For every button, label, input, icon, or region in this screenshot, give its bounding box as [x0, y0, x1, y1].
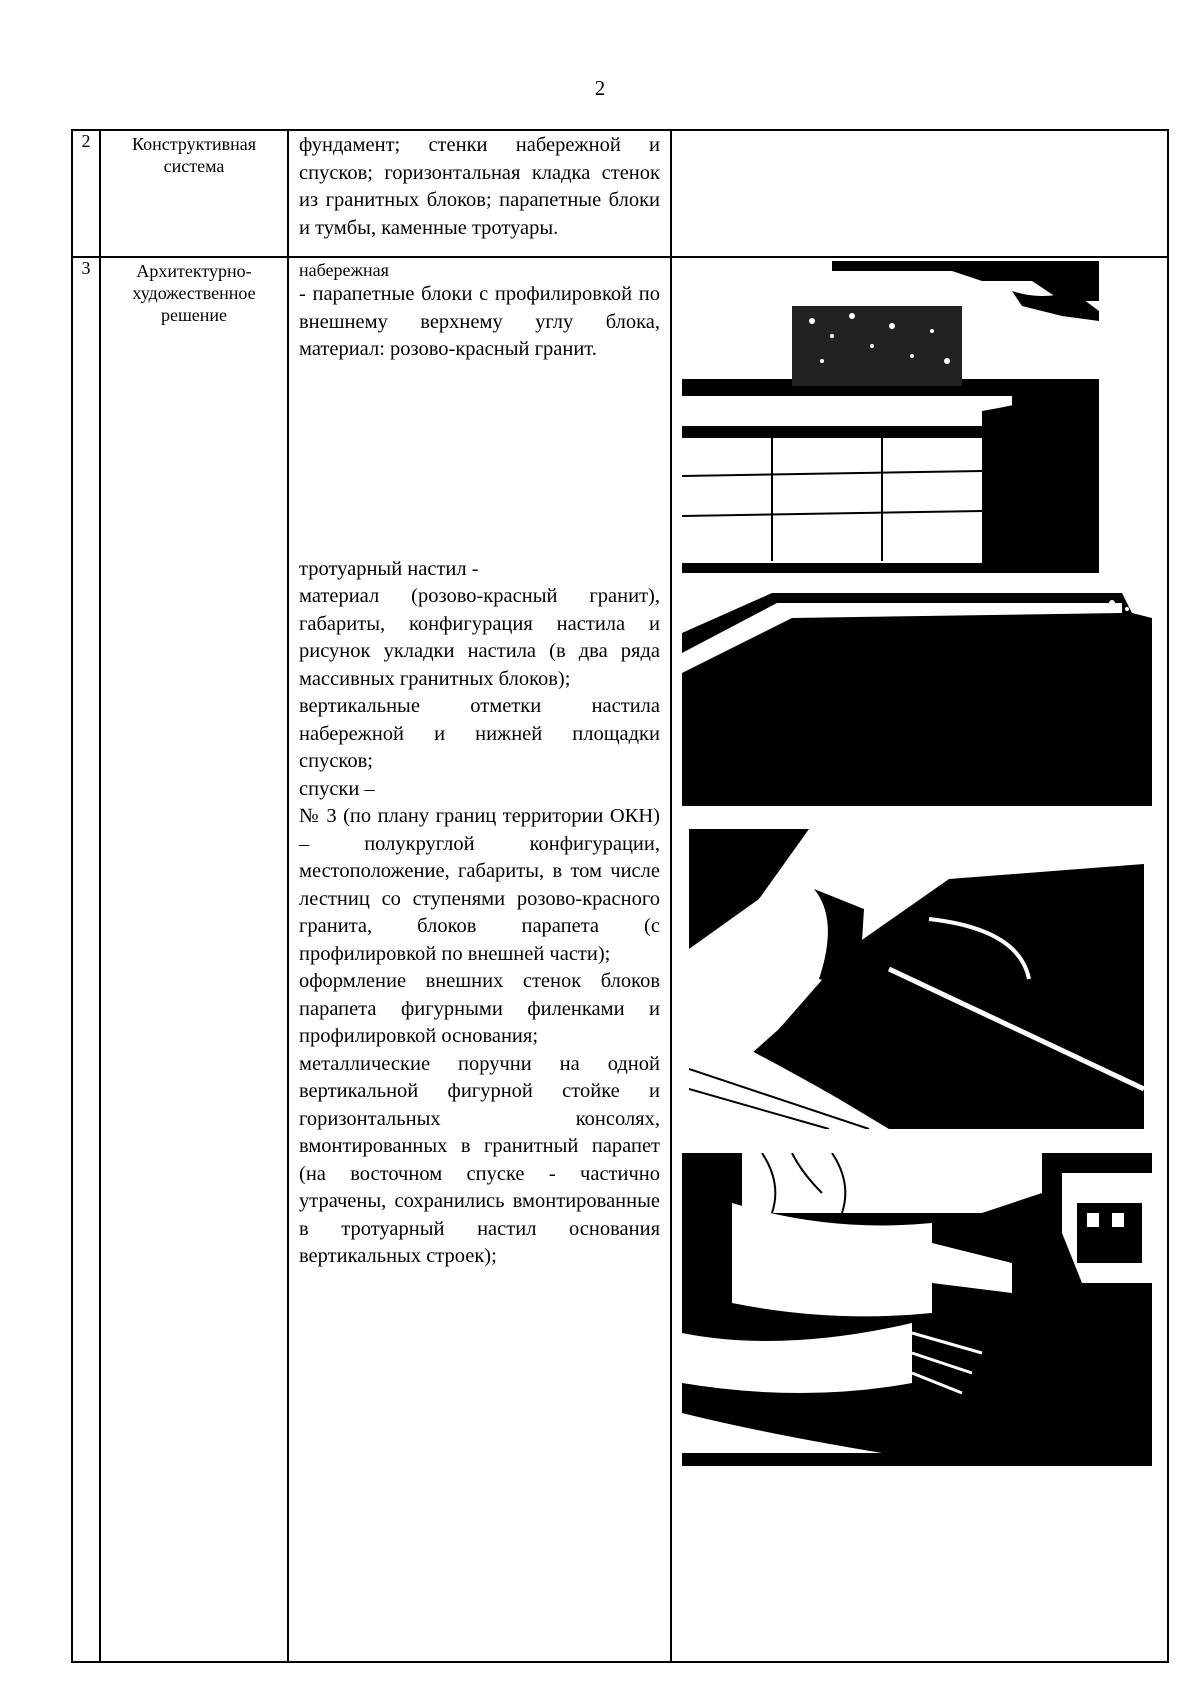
photo-descent-stairs	[689, 829, 1144, 1129]
description-item: оформление внешних стенок блоков парапета фигурными филенками и профилировкой основания;	[299, 970, 660, 1047]
description-item: материал (розово-красный гранит), габариты, конфигурация настила и рисунок укладки настила (в два ряда массивных гранитных блоков);	[299, 585, 660, 690]
page-number: 2	[594, 76, 606, 100]
row-title-text: Архитектурно-художественное решение	[132, 261, 256, 325]
photo-cell-empty	[671, 130, 1168, 257]
row-description	[288, 130, 671, 257]
description-item: спуски –	[299, 777, 375, 800]
row-title	[100, 130, 288, 257]
row-description	[288, 257, 671, 1662]
table-row	[72, 257, 1168, 1662]
attributes-table	[71, 129, 1169, 1663]
photo-sidewalk-paving	[682, 593, 1152, 806]
photo-embankment-parapet	[682, 261, 1099, 573]
description-item: тротуарный настил -	[299, 557, 479, 580]
description-item: № 3 (по плану границ территории ОКН) – полукруглой конфигурации, местоположение, габариты, в том числе лестниц со ступенями розово-красного гранита, блоков парапета (с профилировкой по внешней части);	[299, 805, 660, 965]
row-number: 2	[72, 130, 100, 257]
description-item: вертикальные отметки настила набережной и нижней площадки спусков;	[299, 695, 660, 772]
photo-railing-descent	[682, 1153, 1152, 1466]
row-number: 3	[72, 257, 100, 1662]
description-item: металлические поручни на одной вертикальной фигурной стойке и горизонтальных консолях, вмонтированных в гранитный парапет (на восточном спуске - частично утрачены, сохранились вмонтированные в тротуарный настил основания вертикальных строек);	[299, 1052, 660, 1267]
description-header: набережная	[299, 260, 389, 280]
photo-cell	[671, 257, 1168, 1662]
description-parapet: - парапетные блоки с профилировкой по внешнему верхнему углу блока, материал: розово-красный гранит.	[299, 283, 660, 360]
row-title-text: Конструктивная система	[132, 134, 256, 176]
description-text: фундамент; стенки набережной и спусков; горизонтальная кладка стенок из гранитных блоков; парапетные блоки и тумбы, каменные тротуары.	[299, 134, 660, 239]
row-title	[100, 257, 288, 1662]
table-row	[72, 130, 1168, 257]
